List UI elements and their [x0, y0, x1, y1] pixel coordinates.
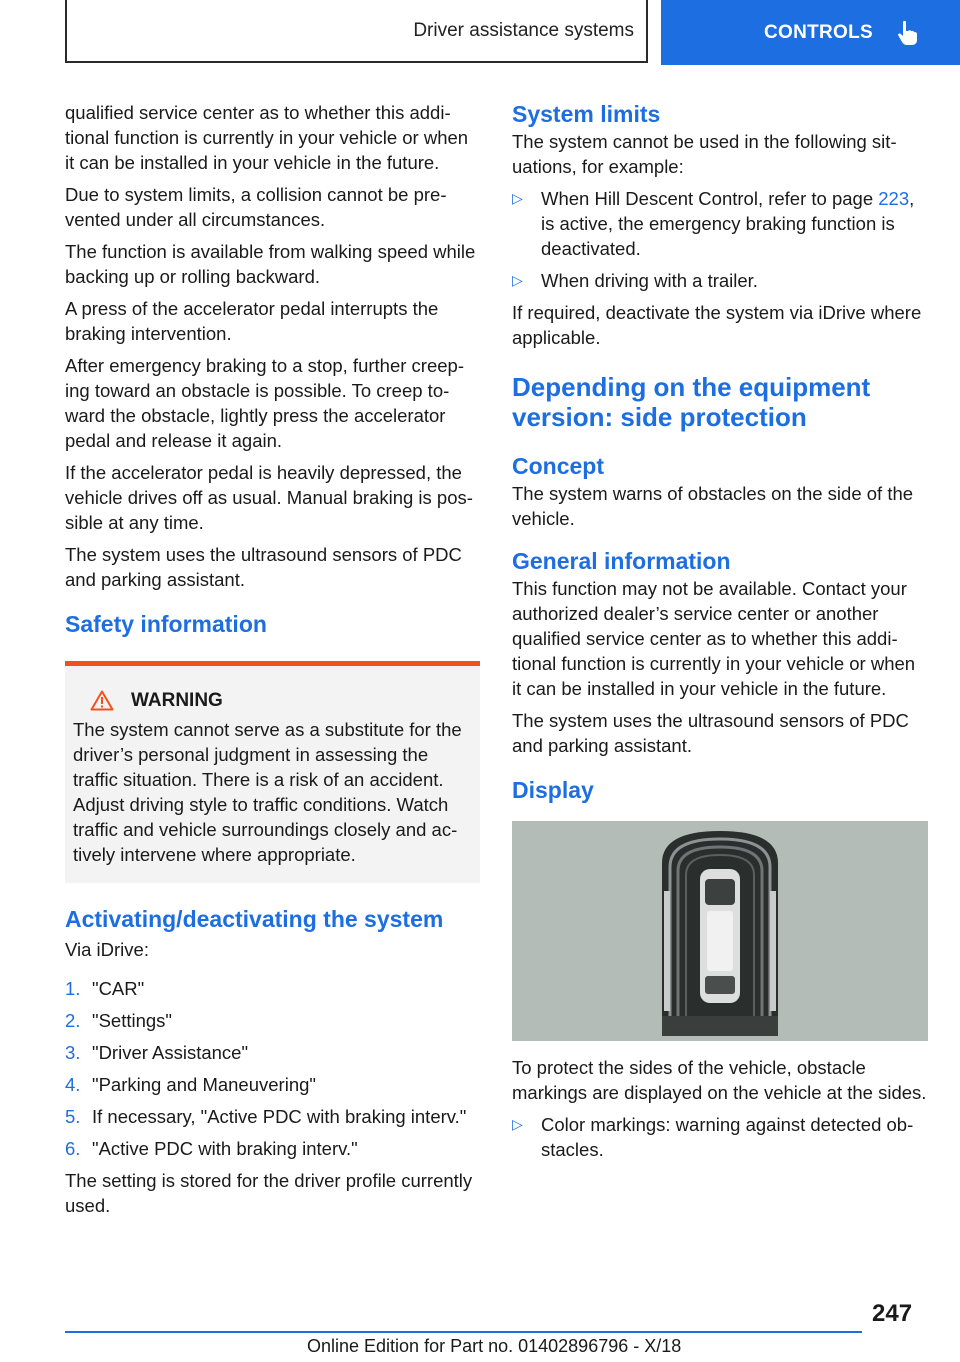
page-link[interactable]: 223 — [878, 188, 910, 209]
footer-divider — [65, 1331, 862, 1333]
paragraph: The setting is stored for the driver profile currently used. — [65, 1170, 473, 1216]
paragraph: The system uses the ultrasound sensors of PDC and parking assistant. — [512, 710, 909, 756]
edition-text: Online Edition for Part no. 01402896796 - X/18 — [307, 1336, 682, 1356]
chapter-tab[interactable] — [661, 0, 960, 65]
paragraph: To protect the sides of the vehicle, obstacle markings are displayed on the vehicle at the sides. — [512, 1057, 927, 1103]
list-item — [512, 1112, 928, 1162]
paragraph: The system warns of obstacles on the side of the vehicle. — [512, 483, 914, 529]
step-text: "Active PDC with braking interv." — [92, 1138, 358, 1159]
step-number: 5. — [65, 1106, 81, 1127]
section-title: Driver assistance systems — [413, 19, 634, 41]
step-text: If necessary, "Active PDC with braking interv." — [92, 1106, 467, 1127]
list-item — [65, 1040, 480, 1065]
step-number: 3. — [65, 1042, 81, 1063]
warning-box — [65, 661, 480, 883]
list-item — [65, 976, 480, 1001]
paragraph: qualified service center as to whether this additional function is currently in your vehicle or when it can be installed in your vehicle in the future. — [65, 102, 469, 173]
side-protection-heading: Depending on the equipment version: side protection — [512, 372, 871, 432]
bullet-triangle-icon: ▷ — [512, 1116, 523, 1132]
paragraph: This function may not be available. Contact your authorized dealer’s service center or another qualified service center as to whether this additional function is currently in your vehicle or when it can be installed in your vehicle in the future. — [512, 578, 916, 699]
list-item — [65, 1072, 480, 1097]
step-text: "CAR" — [92, 978, 145, 999]
paragraph: If the accelerator pedal is heavily depressed, the vehicle drives off as usual. Manual braking is possible at any time. — [65, 462, 473, 533]
list-item — [512, 186, 928, 261]
limits-heading: System limits — [512, 101, 661, 127]
warning-label: WARNING — [131, 690, 223, 711]
section-header — [65, 0, 648, 63]
left-column — [65, 100, 480, 1225]
list-item — [65, 1008, 480, 1033]
side-protection-display-image — [512, 821, 928, 1041]
warning-header — [73, 688, 472, 713]
vehicle-top-view-graphic — [512, 821, 928, 1041]
bullet-text: When driving with a trailer. — [541, 270, 758, 291]
paragraph: After emergency braking to a stop, further creeping toward an obstacle is possible. To creep toward the obstacle, lightly press the accelerator pedal and release it again. — [65, 355, 464, 451]
page-number: 247 — [872, 1300, 913, 1327]
step-number: 6. — [65, 1138, 81, 1159]
display-heading: Display — [512, 777, 594, 803]
bullet-text: When Hill Descent Control, refer to page 223, is active, the emergency braking function is deactivated. — [541, 188, 915, 259]
bullet-triangle-icon: ▷ — [512, 272, 523, 288]
list-item — [65, 1136, 480, 1161]
paragraph: The system cannot be used in the following situations, for example: — [512, 131, 897, 177]
paragraph: Due to system limits, a collision cannot be prevented under all circumstances. — [65, 184, 447, 230]
paragraph: A press of the accelerator pedal interrupts the braking intervention. — [65, 298, 439, 344]
step-text: "Settings" — [92, 1010, 172, 1031]
warning-triangle-icon — [90, 690, 114, 711]
paragraph: If required, deactivate the system via iDrive where applicable. — [512, 302, 922, 348]
concept-heading: Concept — [512, 453, 604, 479]
activate-heading: Activating/deactivating the system — [65, 906, 444, 932]
warning-text: The system cannot serve as a substitute for the driver’s personal judgment in assessing the traffic situation. There is a risk of an accident. Adjust driving style to traffic conditions. Watch traffic and vehicle surroundings closely and actively intervene where appropriate. — [73, 719, 462, 865]
step-number: 2. — [65, 1010, 81, 1031]
bullet-triangle-icon: ▷ — [512, 190, 523, 206]
via-idrive: Via iDrive: — [65, 939, 149, 960]
list-item — [65, 1104, 480, 1129]
bullet-text: Color markings: warning against detected obstacles. — [541, 1114, 914, 1160]
right-column — [512, 100, 928, 1169]
safety-heading: Safety information — [65, 611, 267, 637]
paragraph: The system uses the ultrasound sensors of PDC and parking assistant. — [65, 544, 462, 590]
general-info-heading: General information — [512, 548, 731, 574]
pointing-hand-icon — [897, 20, 919, 46]
list-item — [512, 268, 928, 293]
step-text: "Driver Assistance" — [92, 1042, 249, 1063]
paragraph: The function is available from walking speed while backing up or rolling backward. — [65, 241, 476, 287]
step-number: 1. — [65, 978, 81, 999]
step-text: "Parking and Maneuvering" — [92, 1074, 316, 1095]
chapter-title: CONTROLS — [764, 21, 874, 43]
step-number: 4. — [65, 1074, 81, 1095]
